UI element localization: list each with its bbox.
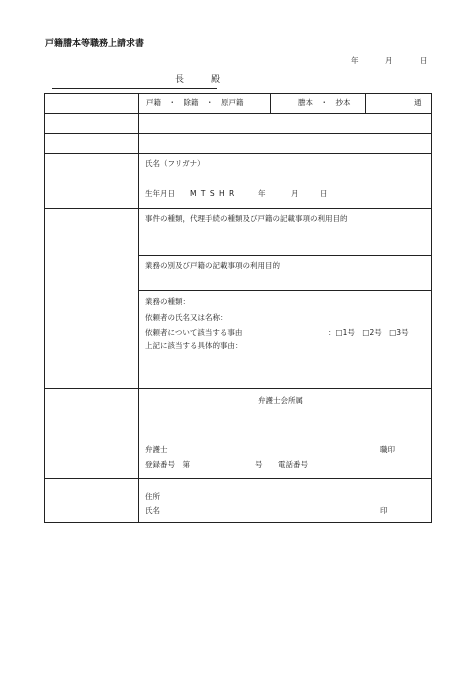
- copy-type-options[interactable]: 謄本 ・ 抄本: [298, 98, 351, 107]
- subject-name-label: 氏名（フリガナ）: [145, 159, 205, 168]
- business-type-label: 業務の種類：: [145, 297, 190, 306]
- client-reason-label: 依頼者について該当する事由: [145, 328, 243, 337]
- request-form-table: [44, 93, 432, 523]
- requester-address-label: 住所: [145, 492, 160, 501]
- client-name-label: 依頼者の氏名又は名称：: [145, 313, 228, 322]
- registration-number-suffix: 号: [255, 460, 263, 469]
- count-unit-label: 通: [414, 98, 422, 107]
- copy-type-divider: [365, 93, 366, 113]
- requester-name-label: 氏名: [145, 506, 160, 515]
- date-month-label: 月: [385, 56, 393, 65]
- case-purpose-label: 事件の種類，代理手続の種類及び戸籍の記載事項の利用目的: [145, 214, 348, 223]
- birth-year-label: 年: [258, 189, 266, 198]
- bar-association-label: 弁護士会所属: [258, 396, 303, 405]
- form-title: 戸籍謄本等職務上請求書: [45, 39, 145, 49]
- business-purpose-label: 業務の別及び戸籍の記載事項の利用目的: [145, 261, 280, 270]
- official-seal-label: 職印: [380, 445, 395, 454]
- form-row-divider: [44, 208, 432, 209]
- request-type-divider: [270, 93, 271, 113]
- era-options[interactable]: M T S H R: [190, 189, 236, 198]
- record-type-options[interactable]: 戸籍 ・ 除籍 ・ 原戸籍: [146, 98, 244, 107]
- form-inner-divider: [138, 290, 432, 291]
- phone-number-label: 電話番号: [278, 460, 308, 469]
- form-row-divider: [44, 133, 432, 134]
- registration-number-label: 登録番号 第: [145, 460, 190, 469]
- form-inner-divider: [138, 255, 432, 256]
- birth-day-label: 日: [320, 189, 328, 198]
- requester-seal-label: 印: [380, 506, 388, 515]
- lawyer-label: 弁護士: [145, 445, 168, 454]
- form-column-divider: [138, 93, 139, 523]
- form-row-divider: [44, 113, 432, 114]
- addressee-line[interactable]: [52, 88, 217, 89]
- form-row-divider: [44, 478, 432, 479]
- birth-month-label: 月: [291, 189, 299, 198]
- date-year-label: 年: [351, 56, 359, 65]
- form-row-divider: [44, 388, 432, 389]
- specific-reason-label: 上記に該当する具体的事由：: [145, 341, 243, 350]
- date-day-label: 日: [420, 56, 428, 65]
- reason-checkbox-options[interactable]: ：□1号 □2号 □3号: [328, 328, 409, 337]
- form-row-divider: [44, 153, 432, 154]
- birth-date-label: 生年月日: [145, 189, 175, 198]
- addressee-label: 長 殿: [175, 75, 230, 85]
